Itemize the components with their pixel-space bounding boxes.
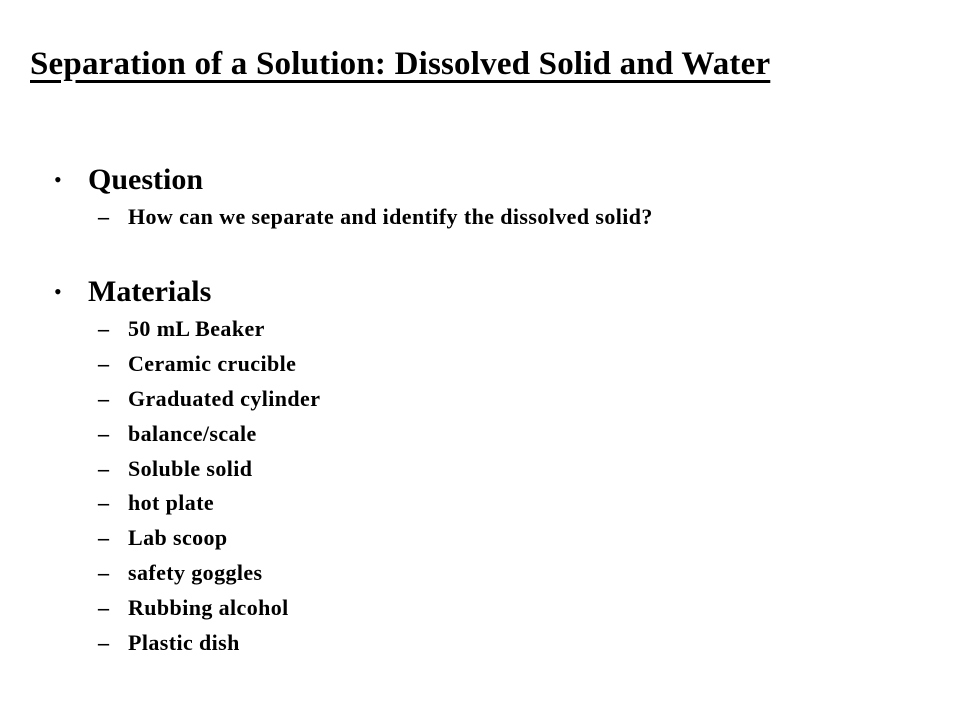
dash-icon: – xyxy=(98,385,109,411)
bullet-icon: • xyxy=(54,279,62,304)
list-item-label: Plastic dish xyxy=(128,629,240,655)
materials-section xyxy=(54,272,320,660)
dash-icon: – xyxy=(98,525,109,551)
dash-icon: – xyxy=(98,490,109,516)
dash-icon: – xyxy=(98,594,109,620)
list-item-label: Ceramic crucible xyxy=(128,351,297,377)
bullet-icon: • xyxy=(54,167,62,192)
dash-icon: – xyxy=(98,455,109,481)
list-item-label: balance/scale xyxy=(128,420,257,446)
list-item xyxy=(54,200,653,235)
dash-icon: – xyxy=(98,629,109,655)
list-item xyxy=(54,312,320,347)
section-heading xyxy=(54,272,320,312)
list-item xyxy=(54,382,320,417)
list-item xyxy=(54,347,320,382)
slide-title: Separation of a Solution: Dissolved Solid and Water xyxy=(30,46,771,82)
dash-icon: – xyxy=(98,316,109,342)
list-item-label: Rubbing alcohol xyxy=(128,594,289,620)
list-item xyxy=(54,625,320,660)
dash-icon: – xyxy=(98,559,109,585)
list-item xyxy=(54,451,320,486)
list-item xyxy=(54,521,320,556)
list-item-label: Soluble solid xyxy=(128,455,253,481)
list-item xyxy=(54,416,320,451)
list-item-label: safety goggles xyxy=(128,559,263,585)
section-heading-label: Question xyxy=(88,163,204,196)
list-item-label: Lab scoop xyxy=(128,525,228,551)
list-item xyxy=(54,486,320,521)
list-item-label: How can we separate and identify the dissolved solid? xyxy=(128,204,653,230)
list-item-label: Graduated cylinder xyxy=(128,385,321,411)
dash-icon: – xyxy=(98,351,109,377)
list-item-label: 50 mL Beaker xyxy=(128,316,265,342)
question-list xyxy=(54,200,653,235)
list-item-label: hot plate xyxy=(128,490,215,516)
list-item xyxy=(54,590,320,625)
materials-list xyxy=(54,312,320,660)
dash-icon: – xyxy=(98,420,109,446)
question-section xyxy=(54,160,653,235)
section-heading-label: Materials xyxy=(88,275,212,308)
dash-icon: – xyxy=(98,204,109,230)
section-heading xyxy=(54,160,653,200)
list-item xyxy=(54,556,320,591)
